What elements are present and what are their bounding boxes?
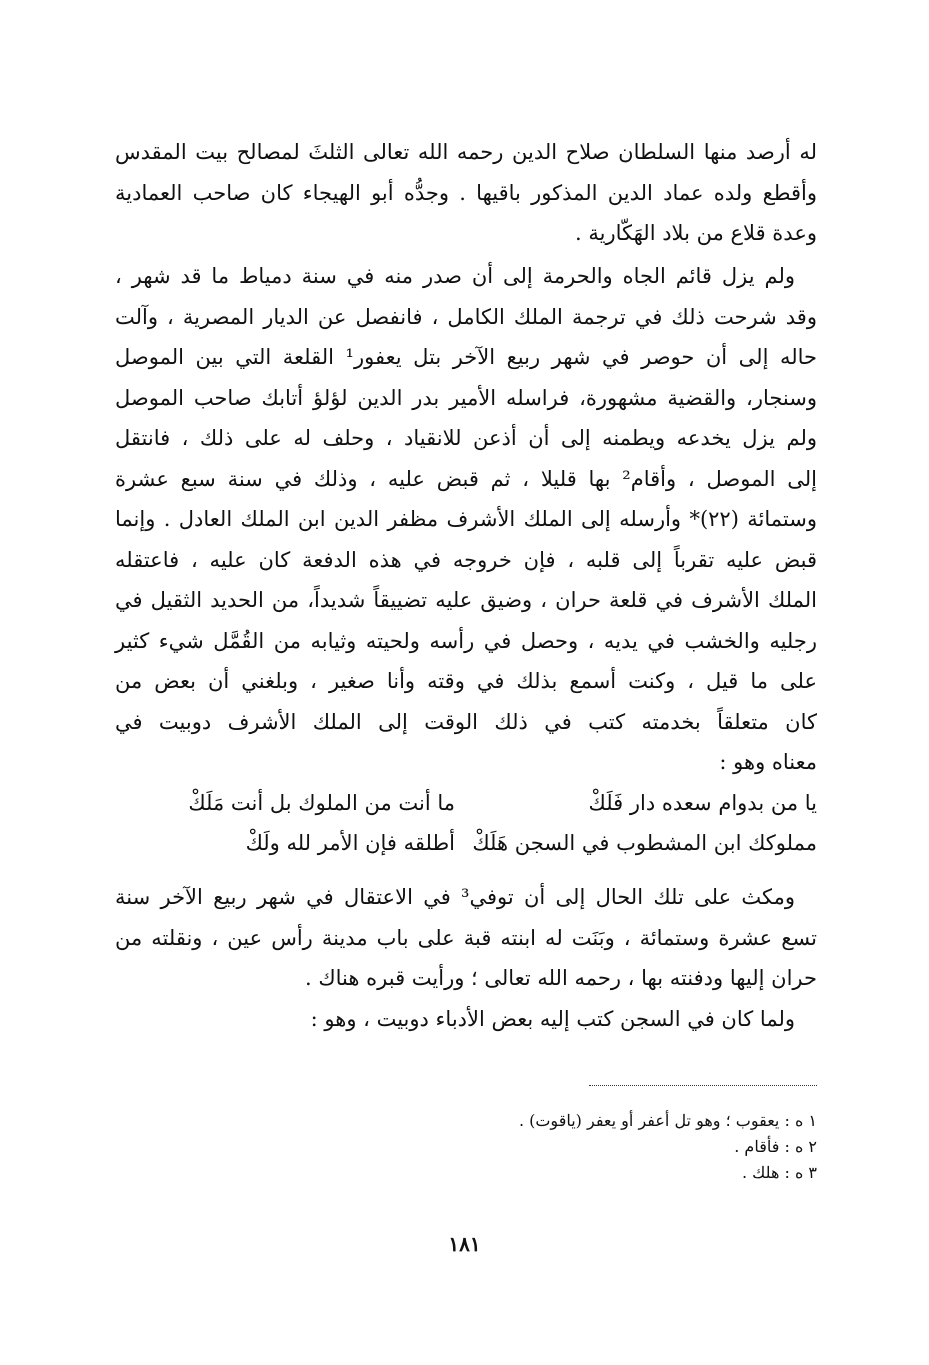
text-line: ولم يزل قائم الجاه والحرمة إلى أن صدر منه في سنة دمياط ما قد شهر ، bbox=[115, 264, 795, 288]
text-line: قبض عليه تقرباً إلى قلبه ، فإن خروجه في هذه الدفعة كان عليه ، فاعتقله bbox=[115, 547, 817, 572]
text-line: وستمائة (٢٢)* وأرسله إلى الملك الأشرف مظفر الدين ابن الملك العادل . وإنما bbox=[115, 507, 817, 531]
poem-hemistich: مملوكك ابن المشطوب في السجن هَلَكْ bbox=[472, 831, 817, 855]
text-line: معناه وهو : bbox=[719, 750, 817, 774]
poem-hemistich: أطلقه فإن الأمر لله ولَكْ bbox=[245, 831, 455, 855]
text-line: ولم يزل يخدعه ويطمنه إلى أن أذعن للانقياد ، وحلف له على ذلك ، فانتقل bbox=[115, 426, 817, 450]
text-line: تسع عشرة وستمائة ، وبَنَت له ابنته قبة على باب مدينة رأس عين ، ونقلته من bbox=[115, 925, 818, 950]
paragraph-3 bbox=[115, 877, 817, 1039]
footnote: ٢ ه : فأقام . bbox=[734, 1137, 817, 1156]
text-line: وأقطع ولده عماد الدين المذكور باقيها . وجدُّه أبو الهيجاء كان صاحب العمادية bbox=[115, 180, 817, 205]
text-line: كان متعلقاً بخدمته كتب في ذلك الوقت إلى الملك الأشرف دوبيت في bbox=[115, 709, 817, 734]
footnote-separator bbox=[589, 1085, 817, 1086]
text-line: على ما قيل ، وكنت أسمع بذلك في وقته وأنا صغير ، وبلغني أن بعض من bbox=[115, 669, 817, 693]
poem-hemistich: يا من بدوام سعده دار فَلَكْ bbox=[588, 791, 817, 815]
text-line: حران إليها ودفنته بها ، رحمه الله تعالى ؛ ورأيت قبره هناك . bbox=[305, 966, 817, 990]
footnote: ٣ ه : هلك . bbox=[741, 1163, 817, 1182]
poem-line bbox=[115, 823, 817, 863]
paragraph-1 bbox=[115, 132, 817, 254]
text-line: وعدة قلاع من بلاد الهَكّارية . bbox=[575, 221, 817, 245]
footnotes bbox=[317, 1108, 817, 1186]
poem-verse bbox=[115, 783, 817, 863]
text-line: حاله إلى أن حوصر في شهر ربيع الآخر بتل يعفور¹ القلعة التي بين الموصل bbox=[115, 345, 817, 369]
poem-hemistich: ما أنت من الملوك بل أنت مَلَكْ bbox=[188, 791, 455, 815]
text-line: وسنجار، والقضية مشهورة، فراسله الأمير بدر الدين لؤلؤ أتابك صاحب الموصل bbox=[115, 385, 817, 410]
text-line: رجليه والخشب في يديه ، وحصل في رأسه ولحيته وثيابه من القُمَّل شيء كثير bbox=[115, 628, 817, 653]
text-line: ولما كان في السجن كتب إليه بعض الأدباء دوبيت ، وهو : bbox=[310, 1006, 795, 1031]
paragraph-2 bbox=[115, 256, 817, 783]
text-line: وقد شرحت ذلك في ترجمة الملك الكامل ، فانفصل عن الديار المصرية ، وآلت bbox=[115, 304, 817, 329]
poem-line bbox=[115, 783, 817, 823]
text-line: إلى الموصل ، وأقام² بها قليلا ، ثم قبض عليه ، وذلك في سنة سبع عشرة bbox=[115, 466, 817, 491]
footnote: ١ ه : يعقوب ؛ وهو تل أعفر أو يعفر (ياقوت) . bbox=[518, 1111, 817, 1130]
text-line: الملك الأشرف في قلعة حران ، وضيق عليه تضييقاً شديداً، من الحديد الثقيل في bbox=[115, 588, 817, 612]
text-line: له أرصد منها السلطان صلاح الدين رحمه الله تعالى الثلثَ لمصالح بيت المقدس bbox=[115, 140, 817, 164]
text-line: ومكث على تلك الحال إلى أن توفي³ في الاعتقال في شهر ربيع الآخر سنة bbox=[115, 885, 795, 909]
page-number: ١٨١ bbox=[448, 1232, 481, 1256]
